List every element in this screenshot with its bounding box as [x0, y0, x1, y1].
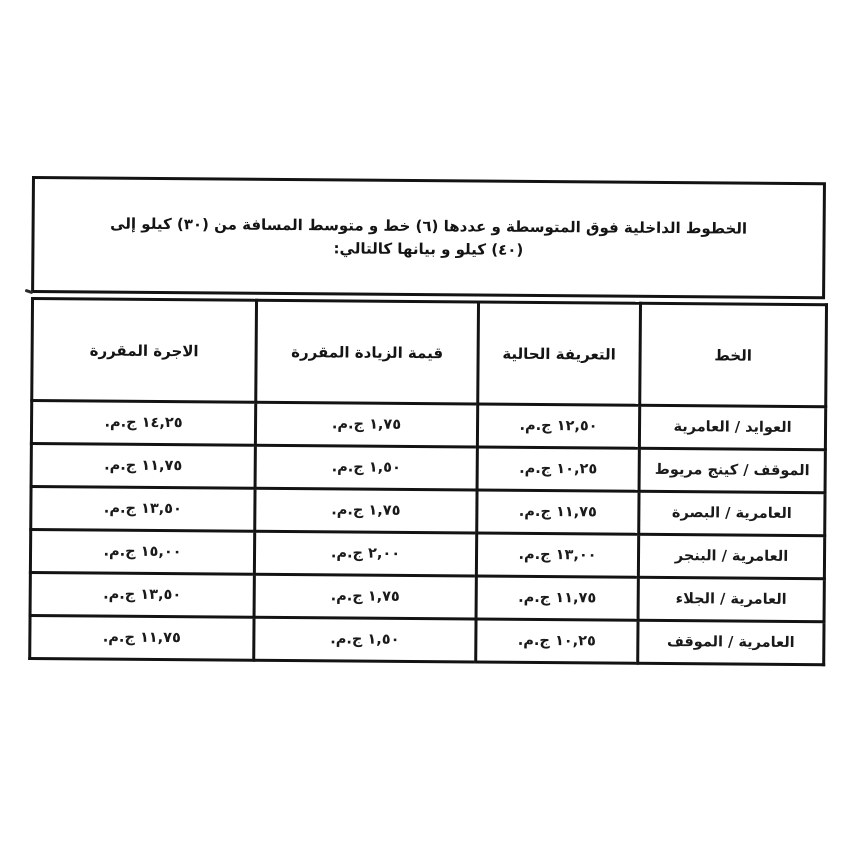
cell-line: العامرية / الجلاء — [638, 577, 824, 621]
table-row — [30, 572, 824, 621]
cell-increase: ١,٥٠ ج.م. — [254, 617, 476, 662]
table-row — [30, 530, 824, 579]
cell-line: العوايد / العامرية — [639, 405, 825, 449]
column-header-current-tariff: التعريفة الحالية — [478, 302, 641, 405]
header-row — [32, 299, 827, 407]
cell-current-tariff: ١٠,٢٥ ج.م. — [477, 447, 639, 491]
cell-new-fare: ١٣,٥٠ ج.م. — [30, 572, 254, 617]
cell-new-fare: ١٣,٥٠ ج.م. — [31, 487, 255, 532]
table-row — [31, 487, 825, 536]
table-row — [31, 444, 825, 493]
document-sheet — [28, 176, 826, 666]
cell-current-tariff: ١٣,٠٠ ج.م. — [476, 533, 638, 577]
cell-line: العامرية / البصرة — [639, 491, 825, 535]
column-header-increase: قيمة الزيادة المقررة — [256, 300, 479, 404]
cell-line: الموقف / كينج مريوط — [639, 448, 825, 492]
cell-current-tariff: ١١,٧٥ ج.م. — [477, 490, 639, 534]
cell-increase: ١,٥٠ ج.م. — [255, 445, 477, 490]
cell-current-tariff: ١٢,٥٠ ج.م. — [477, 404, 639, 448]
cell-line: العامرية / الموقف — [638, 620, 824, 664]
tariff-table — [28, 297, 828, 666]
cell-new-fare: ١٤,٢٥ ج.م. — [31, 401, 255, 446]
cell-current-tariff: ١٠,٢٥ ج.م. — [476, 619, 638, 663]
table-row — [30, 615, 824, 664]
document-title: الخطوط الداخلية فوق المتوسطة و عددها (٦) خط و متوسط المسافة من (٣٠) كيلو إلى (٤٠) كيلو و بيانها كالتالي: — [110, 214, 748, 259]
cell-new-fare: ١١,٧٥ ج.م. — [30, 615, 254, 660]
table-body — [30, 401, 826, 665]
column-header-line: الخط — [640, 303, 827, 406]
cell-new-fare: ١١,٧٥ ج.م. — [31, 444, 255, 489]
cell-increase: ٢,٠٠ ج.م. — [254, 531, 476, 576]
title-box — [31, 176, 826, 299]
cell-new-fare: ١٥,٠٠ ج.م. — [30, 530, 254, 575]
cell-increase: ١,٧٥ ج.م. — [255, 402, 477, 447]
column-header-fare: الاجرة المقررة — [32, 299, 257, 403]
cell-increase: ١,٧٥ ج.م. — [255, 488, 477, 533]
cell-line: العامرية / البنجر — [638, 534, 824, 578]
cell-increase: ١,٧٥ ج.م. — [254, 574, 476, 619]
table-row — [31, 401, 825, 450]
cell-current-tariff: ١١,٧٥ ج.م. — [476, 576, 638, 620]
